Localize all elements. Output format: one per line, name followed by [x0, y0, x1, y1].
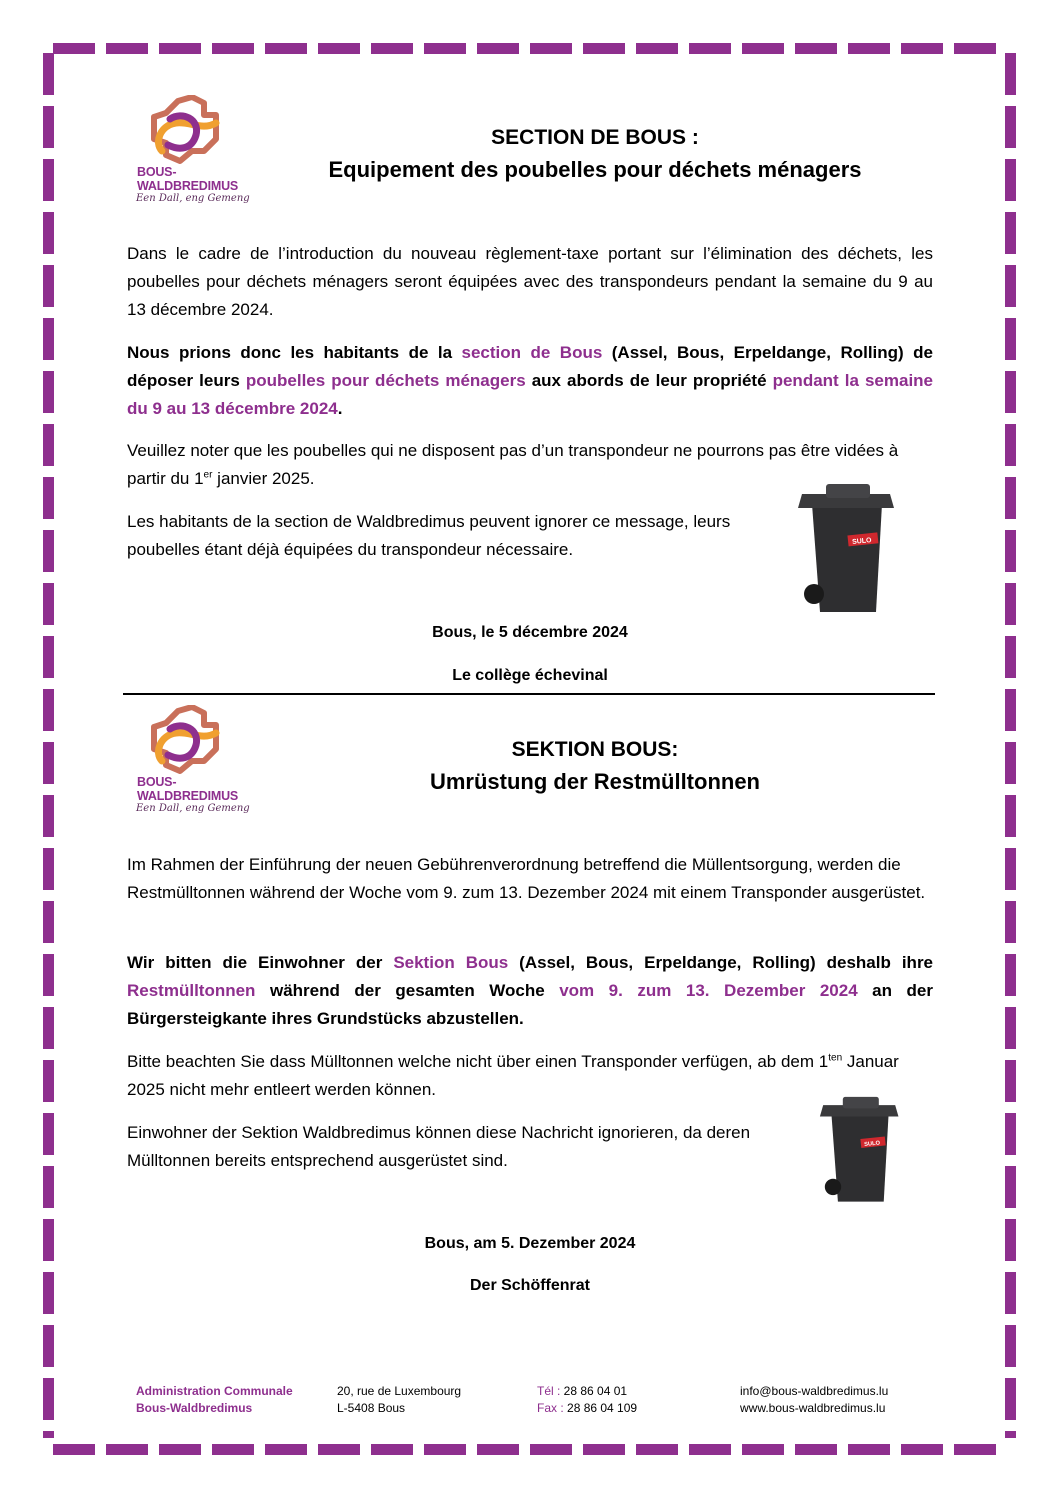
highlight-bins: poubelles pour déchets ménagers [245, 371, 526, 390]
logo-tagline: Een Dall, eng Gemeng [136, 193, 250, 204]
logo-brand-line2: WALDBREDIMUS [137, 179, 239, 193]
french-request-paragraph [127, 339, 933, 423]
german-intro-paragraph: Im Rahmen der Einführung der neuen Gebührenverordnung betreffend die Müllentsorgung, werden die Restmülltonnen während der Woche vom 9. zum 13. Dezember 2024 mit einem Transponder ausgerüstet. [127, 855, 926, 902]
bous-waldbredimus-logo-icon [120, 705, 250, 775]
footer-website-link[interactable]: www.bous-waldbredimus.lu [740, 1401, 886, 1415]
text: . [337, 399, 343, 418]
municipality-logo-german [120, 705, 250, 825]
footer-org-line1: Administration Communale [136, 1384, 293, 1398]
text: aux abords de leur propriété [525, 371, 773, 390]
footer-org-line2: Bous-Waldbredimus [136, 1401, 253, 1415]
french-title-line2: Equipement des poubelles pour déchets ménagers [328, 157, 862, 182]
superscript: er [203, 469, 213, 481]
german-title-line1: SEKTION BOUS: [511, 738, 679, 761]
german-date: Bous, am 5. Dezember 2024 [424, 1235, 636, 1252]
french-signature: Le collège échevinal [452, 667, 608, 684]
german-title [240, 734, 950, 798]
logo-brand-text [137, 775, 238, 803]
footer-phone [537, 1383, 637, 1417]
footer-contact [740, 1383, 888, 1417]
logo-brand-text [137, 165, 238, 193]
footer-address-line1: 20, rue de Luxembourg [337, 1384, 462, 1398]
frame-border-right [1005, 53, 1016, 1438]
frame-border-left [43, 53, 54, 1438]
french-title [240, 122, 950, 186]
waste-bin-image [815, 1093, 905, 1208]
text: janvier 2025. [212, 469, 315, 488]
text: Bitte beachten Sie dass Mülltonnen welche nicht über einen Transponder verfügen, ab dem 1 [127, 1052, 829, 1071]
logo-brand-line1: BOUS- [137, 775, 177, 789]
text: Wir bitten die Einwohner der [127, 953, 394, 972]
text: (Assel, Bous, Erpeldange, Rolling) deshalb ihre [508, 953, 934, 972]
german-title-line2: Umrüstung der Restmülltonnen [429, 769, 760, 794]
german-waldbredimus-paragraph: Einwohner der Sektion Waldbredimus können diese Nachricht ignorieren, da deren Mülltonnen bereits entsprechend ausgerüstet sind. [127, 1123, 751, 1170]
text: Januar 2025 nicht mehr entleert werden können. [127, 1052, 899, 1099]
french-date: Bous, le 5 décembre 2024 [432, 624, 628, 641]
german-notice-paragraph [127, 1048, 933, 1104]
waste-bin-image [792, 482, 902, 617]
frame-border-top [53, 43, 1003, 54]
superscript: ten [828, 1052, 843, 1064]
section-divider [123, 693, 935, 695]
highlight-dates: vom 9. zum 13. Dezember 2024 [559, 981, 858, 1000]
french-waldbredimus-paragraph: Les habitants de la section de Waldbredimus peuvent ignorer ce message, leurs poubelles étant déjà équipées du transpondeur nécessaire. [127, 512, 731, 559]
municipality-logo [120, 95, 250, 215]
bin-brand-label: SULO [851, 537, 872, 547]
footer-address [337, 1383, 461, 1417]
german-signature: Der Schöffenrat [469, 1277, 591, 1294]
highlight-section: Sektion Bous [393, 953, 509, 972]
footer-organization [136, 1383, 293, 1417]
highlight-dates: pendant la semaine du 9 au 13 décembre 2024 [127, 371, 934, 418]
footer-email-link[interactable]: info@bous-waldbredimus.lu [740, 1384, 889, 1398]
german-request-paragraph [127, 949, 933, 1033]
tel-number: 28 86 04 01 [563, 1384, 628, 1398]
bous-waldbredimus-logo-icon [120, 95, 250, 165]
french-intro-paragraph: Dans le cadre de l’introduction du nouveau règlement-taxe portant sur l’élimination des déchets, les poubelles pour déchets ménagers seront équipées avec des transpondeurs pendant la semaine du 9 au 13 décembre 2024. [127, 244, 933, 319]
fax-number: 28 86 04 109 [567, 1401, 638, 1415]
text: (Assel, Bous, Erpeldange, Rolling) de déposer leurs [127, 343, 934, 390]
tel-label: Tél : [537, 1384, 564, 1398]
fax-label: Fax : [537, 1401, 568, 1415]
frame-border-bottom [53, 1444, 1003, 1455]
text: an der Bürgersteigkante ihres Grundstücks abzustellen. [127, 981, 933, 1028]
french-title-line1: SECTION DE BOUS : [491, 126, 699, 149]
text: während der gesamten Woche [255, 981, 560, 1000]
highlight-section: section de Bous [461, 343, 603, 362]
logo-brand-line2: WALDBREDIMUS [137, 789, 239, 803]
logo-tagline: Een Dall, eng Gemeng [136, 803, 250, 814]
text: Nous prions donc les habitants de la [127, 343, 462, 362]
footer-address-line2: L-5408 Bous [337, 1401, 406, 1415]
logo-brand-line1: BOUS- [137, 165, 177, 179]
text: Veuillez noter que les poubelles qui ne disposent pas d’un transpondeur ne pourrons pas être vidées à partir du 1 [127, 441, 899, 488]
highlight-bins: Restmülltonnen [127, 981, 256, 1000]
bin-brand-label: SULO [863, 1140, 881, 1149]
